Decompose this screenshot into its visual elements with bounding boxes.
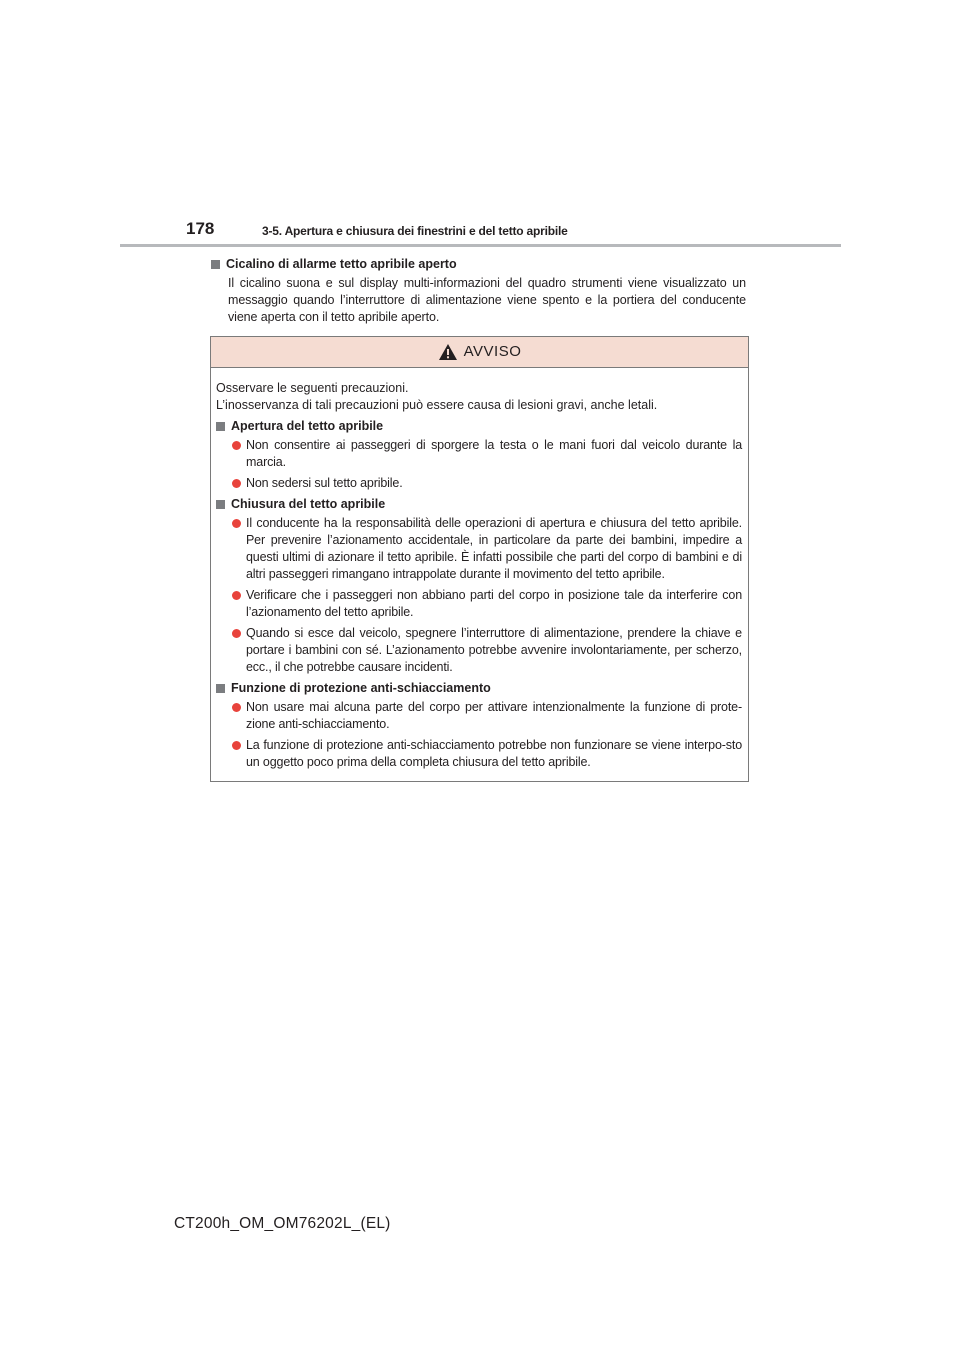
section-heading-text: Funzione di protezione anti-schiacciamento: [231, 681, 491, 695]
bullet-text: Non usare mai alcuna parte del corpo per attivare intenzionalmente la funzione di prote-zione anti-schiacciamento.: [246, 700, 742, 731]
section-title: 3-5. Apertura e chiusura dei finestrini e del tetto apribile: [262, 224, 568, 238]
square-marker-icon: [216, 422, 225, 431]
bullet-dot-icon: [232, 703, 241, 712]
bullet-item: [232, 475, 742, 492]
section-heading: [216, 680, 742, 697]
bullet-dot-icon: [232, 741, 241, 750]
bullet-dot-icon: [232, 519, 241, 528]
warning-intro-line: Osservare le seguenti precauzioni.: [216, 381, 409, 395]
warning-body: [211, 368, 748, 771]
square-marker-icon: [216, 684, 225, 693]
section-heading: [216, 418, 742, 435]
bullet-item: [232, 699, 742, 733]
bullet-item: [232, 515, 742, 583]
warning-triangle-icon: [438, 343, 458, 361]
bullet-item: [232, 625, 742, 676]
section-heading: [216, 496, 742, 513]
bullet-item: [232, 737, 742, 771]
intro-heading-text: Cicalino di allarme tetto apribile aperto: [226, 257, 457, 271]
bullet-text: Non sedersi sul tetto apribile.: [246, 476, 403, 490]
bullet-text: Il conducente ha la responsabilità delle operazioni di apertura e chiusura del tetto apribile. Per prevenire l’azionamento accidentale, in particolare da parte dei bambini, impedire a questi ultimi di azionare il tetto apribile. È infatti possibile che parti del corpo di bambini e di altri passeggeri rimangano intrappolate durante il movimento del tetto apribile.: [246, 516, 742, 581]
bullet-dot-icon: [232, 441, 241, 450]
warning-header: [211, 337, 748, 368]
square-marker-icon: [211, 260, 220, 269]
section-heading-text: Apertura del tetto apribile: [231, 419, 384, 433]
bullet-dot-icon: [232, 479, 241, 488]
square-marker-icon: [216, 500, 225, 509]
bullet-item: [232, 587, 742, 621]
header-rule: [120, 244, 841, 247]
intro-body: Il cicalino suona e sul display multi-informazioni del quadro strumenti viene visualizzato un messaggio quando l’interruttore di alimentazione viene spento e la portiera del conducente viene aperta con il tetto apribile aperto.: [228, 276, 746, 324]
warning-box: [210, 336, 749, 782]
bullet-text: Non consentire ai passeggeri di sporgere la testa o le mani fuori dal veicolo durante la marcia.: [246, 438, 742, 469]
page-number: 178: [186, 219, 215, 238]
section-heading-text: Chiusura del tetto apribile: [231, 497, 386, 511]
intro-heading: [211, 256, 746, 273]
bullet-text: Quando si esce dal veicolo, spegnere l’interruttore di alimentazione, prendere la chiave e portare i bambini con sé. L’azionamento potrebbe avvenire involontariamente, per scherzo, ecc., il che potrebbe causare incidenti.: [246, 626, 742, 674]
bullet-item: [232, 437, 742, 471]
bullet-text: La funzione di protezione anti-schiacciamento potrebbe non funzionare se viene interpo-sto un oggetto poco prima della completa chiusura del tetto apribile.: [246, 738, 742, 769]
bullet-text: Verificare che i passeggeri non abbiano parti del corpo in posizione tale da interferire con l’azionamento del tetto apribile.: [246, 588, 742, 619]
intro-section: [211, 256, 746, 326]
bullet-dot-icon: [232, 591, 241, 600]
document-code: CT200h_OM_OM76202L_(EL): [174, 1215, 391, 1232]
bullet-dot-icon: [232, 629, 241, 638]
warning-title: AVVISO: [463, 343, 522, 360]
warning-intro-line: L’inosservanza di tali precauzioni può essere causa di lesioni gravi, anche letali.: [216, 398, 658, 412]
